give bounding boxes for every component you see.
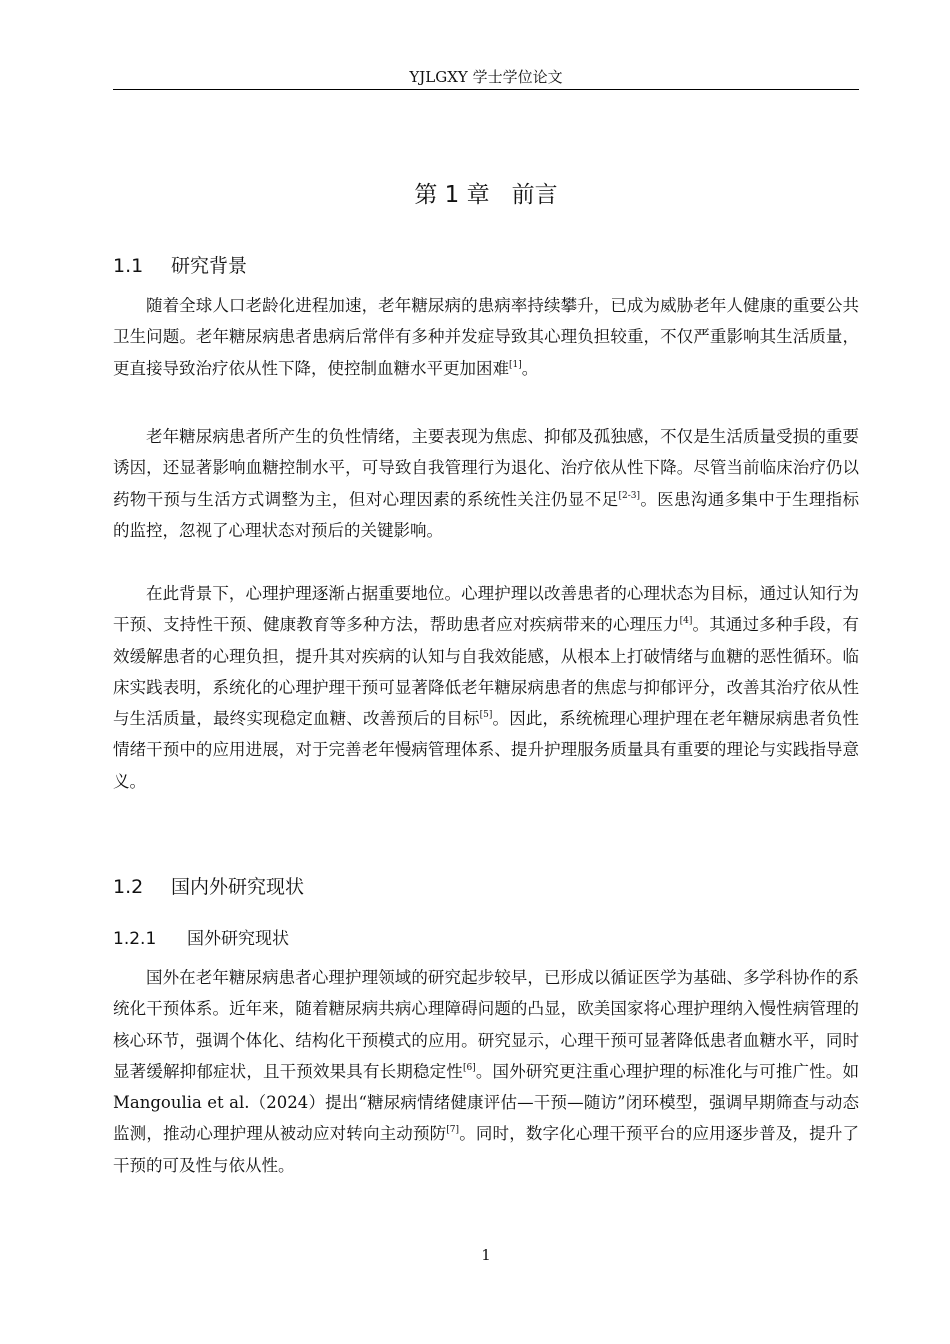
citation: [6]: [462, 1062, 476, 1073]
running-header: YJLGXY 学士学位论文: [409, 68, 563, 86]
page-number: 1: [481, 1246, 491, 1264]
paragraph-background-2: [113, 421, 859, 546]
chapter-number: 第 1 章: [414, 182, 490, 208]
paragraph-text: 国外在老年糖尿病患者心理护理领域的研究起步较早，已形成以循证医学为基础、多学科协作的系统化干预体系。近年来，随着糖尿病共病心理障碍问题的凸显，欧美国家将心理护理纳入慢性病管理的核心环节，强调个体化、结构化干预模式的应用。研究显示，心理干预可显著降低患者血糖水平，同时显著缓解抑郁症状，且干预效果具有长期稳定性: [113, 968, 859, 1081]
section-number: 1.2: [113, 876, 144, 898]
paragraph-text: 。同时，数字化心理干预平台的应用逐步普及，提升了干预的可及性与依从性。: [113, 1124, 860, 1175]
section-title: 研究背景: [171, 255, 248, 277]
citation: [7]: [446, 1125, 460, 1136]
section-heading-1-1: [113, 251, 247, 281]
section-number: 1.1: [113, 255, 144, 277]
citation: [5]: [479, 710, 493, 721]
paragraph-text: 老年糖尿病患者所产生的负性情绪，主要表现为焦虑、抑郁及孤独感，不仅是生活质量受损的重要诱因，还显著影响血糖控制水平，可导致自我管理行为退化、治疗依从性下降。尽管当前临床治疗仍以药物干预与生活方式调整为主，但对心理因素的系统性关注仍显不足: [113, 427, 859, 509]
section-title: 国内外研究现状: [171, 876, 305, 898]
subsection-title: 国外研究现状: [187, 929, 289, 949]
chapter-title: [113, 178, 859, 212]
subsection-heading-1-2-1: [113, 925, 289, 953]
paragraph-text: 在此背景下，心理护理逐渐占据重要地位。心理护理以改善患者的心理状态为目标，通过认知行为干预、支持性干预、健康教育等多种方法，帮助患者应对疾病带来的心理压力: [113, 584, 859, 635]
paragraph-background-1: [113, 290, 859, 384]
citation: [2-3]: [618, 490, 640, 501]
paragraph-text: 。医患沟通多集中于生理指标的监控，忽视了心理状态对预后的关键影响。: [113, 489, 860, 540]
paragraph-foreign-research: [113, 962, 859, 1181]
citation: [4]: [679, 616, 693, 627]
citation: [1]: [509, 359, 522, 370]
paragraph-text: 。其通过多种手段，有效缓解患者的心理负担，提升其对疾病的认知与自我效能感，从根本上打破情绪与血糖的恶性循环。临床实践表明，系统化的心理护理干预可显著降低老年糖尿病患者的焦虑与抑郁评分，改善其治疗依从性与生活质量，最终实现稳定血糖、改善预后的目标: [113, 615, 860, 729]
chapter-name: 前言: [511, 182, 558, 208]
subsection-number: 1.2.1: [113, 929, 157, 949]
paragraph-text: 。因此，系统梳理心理护理在老年糖尿病患者负性情绪干预中的应用进展，对于完善老年慢病管理体系、提升护理服务质量具有重要的理论与实践指导意义。: [113, 709, 860, 791]
header-rule: [113, 89, 859, 90]
paragraph-text: 。: [521, 358, 539, 378]
paragraph-text: 随着全球人口老龄化进程加速，老年糖尿病的患病率持续攀升，已成为威胁老年人健康的重要公共卫生问题。老年糖尿病患者患病后常伴有多种并发症导致其心理负担较重，不仅严重影响其生活质量，更直接导致治疗依从性下降，使控制血糖水平更加困难: [113, 296, 859, 378]
section-heading-1-2: [113, 872, 304, 902]
paragraph-background-3: [113, 578, 859, 797]
paragraph-text: 。国外研究更注重心理护理的标准化与可推广性。如 Mangoulia et al.（2024）提出“糖尿病情绪健康评估—干预—随访”闭环模型，强调早期筛查与动态监测，推动心理护理从被动应对转向主动预防: [113, 1061, 860, 1144]
